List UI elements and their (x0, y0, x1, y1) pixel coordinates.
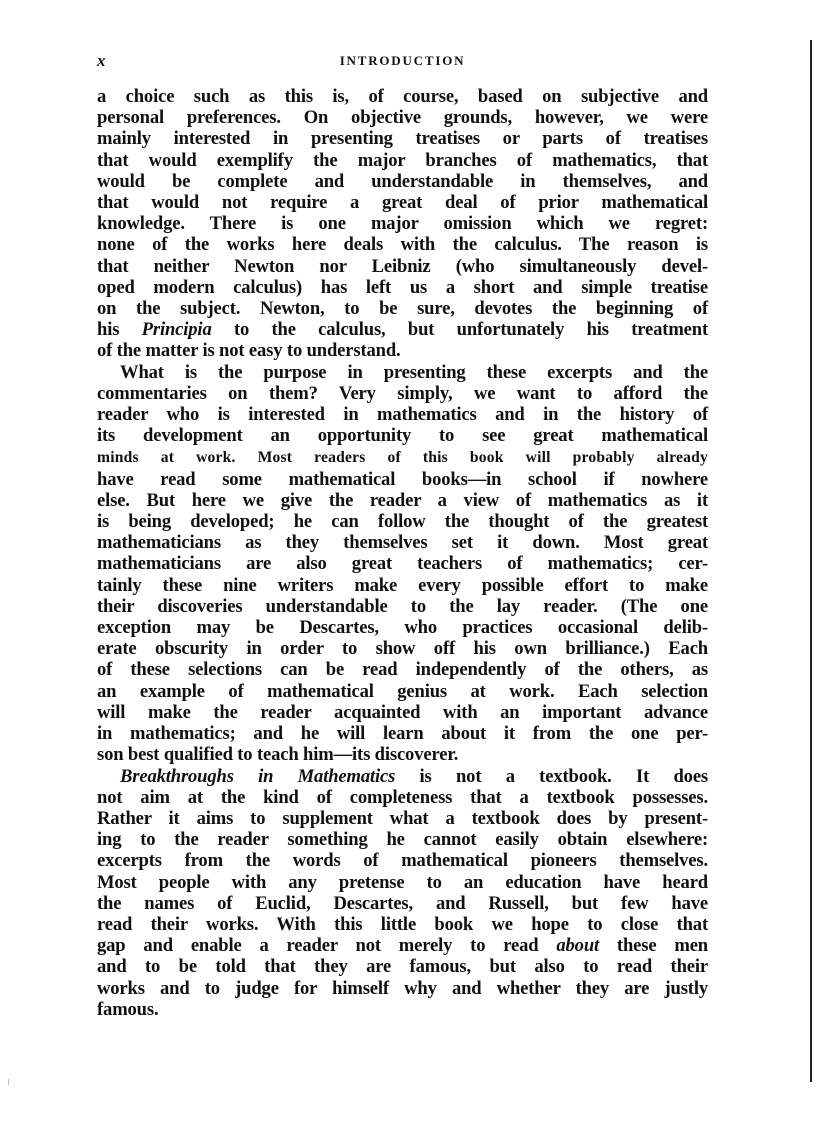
text-line: would be complete and understandable in themselves, and (97, 170, 708, 192)
text-line: Breakthroughs in Mathematics is not a textbook. It does (120, 765, 709, 787)
text-line: its development an opportunity to see great mathematical (97, 425, 708, 447)
text-line: else. But here we give the reader a view of mathematics as it (97, 489, 708, 511)
text-line: mathematicians as they themselves set it down. Most great (97, 532, 708, 554)
text-line: mainly interested in presenting treatises or parts of treatises (97, 128, 708, 150)
text-line: an example of mathematical genius at work. Each selection (97, 680, 708, 702)
text-line: erate obscurity in order to show off his own brilliance.) Each (97, 638, 708, 660)
small-text: minds at work. Most readers of this book will probably already (97, 449, 708, 467)
text-line: not aim at the kind of completeness that a textbook possesses. (97, 786, 708, 808)
text-line: gap and enable a reader not merely to read about these men (97, 935, 708, 957)
text-line: famous. (97, 998, 159, 1020)
text-line: What is the purpose in presenting these excerpts and the (120, 361, 708, 383)
text-line: Rather it aims to supplement what a textbook does by present- (97, 807, 708, 829)
text-line: his Principia to the calculus, but unfortunately his treatment (97, 319, 708, 341)
text-line: oped modern calculus) has left us a short and simple treatise (97, 276, 708, 298)
text-line: their discoveries understandable to the lay reader. (The one (97, 595, 708, 617)
text-line (97, 446, 708, 468)
text-line: knowledge. There is one major omission which we regret: (97, 213, 708, 235)
text-line: that neither Newton nor Leibniz (who simultaneously devel- (97, 255, 708, 277)
text-line: Most people with any pretense to an education have heard (97, 871, 708, 893)
text-line: that would exemplify the major branches of mathematics, that (97, 149, 708, 171)
text-line: have read some mathematical books—in school if nowhere (97, 468, 708, 490)
italic-title: Breakthroughs in Mathematics (120, 765, 396, 787)
paragraph (97, 766, 708, 1020)
text-line: excerpts from the words of mathematical pioneers themselves. (97, 850, 708, 872)
text-line: and to be told that they are famous, but also to read their (97, 956, 708, 978)
text-line: mathematicians are also great teachers of mathematics; cer- (97, 553, 708, 575)
page-header (97, 51, 708, 73)
text-line: commentaries on them? Very simply, we want to afford the (97, 382, 708, 404)
page-edge-rule (810, 40, 812, 1082)
paragraph (97, 86, 708, 362)
running-head: INTRODUCTION (339, 53, 466, 68)
text-line: tainly these nine writers make every possible effort to make (97, 574, 708, 596)
text-line: of the matter is not easy to understand. (97, 340, 401, 362)
paragraph (97, 362, 708, 766)
italic-title: about (556, 935, 600, 957)
text-line: is being developed; he can follow the thought of the greatest (97, 511, 708, 533)
text-line: personal preferences. On objective grounds, however, we were (97, 107, 708, 129)
text-line: works and to judge for himself why and whether they are justly (97, 977, 708, 999)
text-line: ing to the reader something he cannot easily obtain elsewhere: (97, 829, 708, 851)
text-line: will make the reader acquainted with an important advance (97, 701, 708, 723)
text-line: read their works. With this little book we hope to close that (97, 913, 708, 935)
text-line: exception may be Descartes, who practices occasional delib- (97, 617, 708, 639)
text-line: the names of Euclid, Descartes, and Russell, but few have (97, 892, 708, 914)
scan-artifact (8, 1079, 9, 1085)
text-line: on the subject. Newton, to be sure, devotes the beginning of (97, 298, 708, 320)
text-line: son best qualified to teach him—its discoverer. (97, 744, 459, 766)
text-line: a choice such as this is, of course, based on subjective and (97, 86, 708, 107)
text-line: reader who is interested in mathematics and in the history of (97, 404, 708, 426)
text-line: none of the works here deals with the calculus. The reason is (97, 234, 708, 256)
text-line: of these selections can be read independently of the others, as (97, 659, 708, 681)
text-line: that would not require a great deal of prior mathematical (97, 192, 708, 214)
page-number: x (97, 51, 106, 70)
text-line: in mathematics; and he will learn about it from the one per- (97, 723, 708, 745)
body-text (97, 86, 708, 1020)
italic-title: Principia (141, 319, 212, 341)
